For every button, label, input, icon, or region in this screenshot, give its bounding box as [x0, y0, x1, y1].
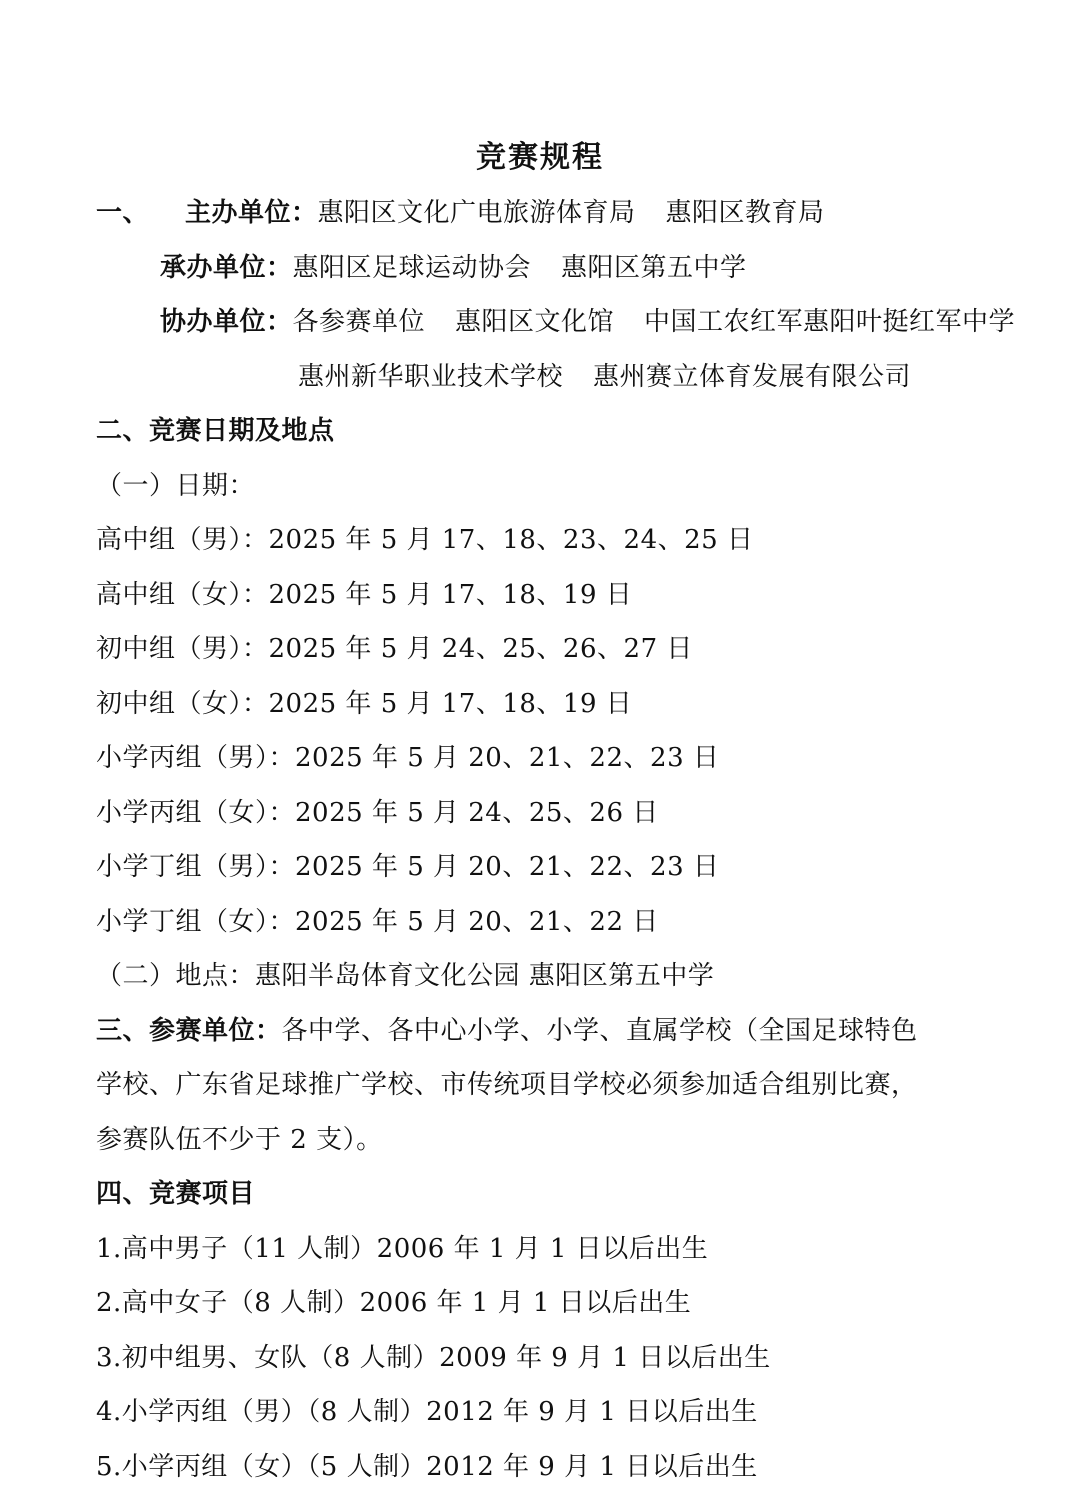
participants-line-3: 参赛队伍不少于 2 支）。 [96, 1125, 383, 1155]
event-item: 5.小学丙组（女）（5 人制）2012 年 9 月 1 日以后出生 [96, 1452, 758, 1482]
date-line: 小学丙组（男）：2025 年 5 月 20、21、22、23 日 [96, 743, 720, 773]
co-organizer-3: 中国工农红军惠阳叶挺红军中学 [644, 307, 1016, 337]
event-item: 3.初中组男、女队（8 人制）2009 年 9 月 1 日以后出生 [96, 1343, 771, 1373]
organizer-1: 惠阳区文化广电旅游体育局 [317, 198, 636, 228]
document-title: 竞赛规程 [476, 140, 604, 175]
section4-heading: 四、竞赛项目 [96, 1179, 256, 1209]
venue-line: （二）地点：惠阳半岛体育文化公园 惠阳区第五中学 [96, 961, 715, 991]
co-organizer-4: 惠州新华职业技术学校 [298, 362, 564, 392]
section3-heading: 三、参赛单位： [96, 1016, 282, 1046]
date-line: 初中组（女）：2025 年 5 月 17、18、19 日 [96, 689, 633, 719]
date-line: 高中组（女）：2025 年 5 月 17、18、19 日 [96, 580, 633, 610]
undertaker-1: 惠阳区足球运动协会 [292, 253, 532, 283]
co-organizer-5: 惠州赛立体育发展有限公司 [593, 362, 912, 392]
organizer-2: 惠阳区教育局 [665, 198, 825, 228]
date-line: 小学丙组（女）：2025 年 5 月 24、25、26 日 [96, 798, 659, 828]
date-line: 高中组（男）：2025 年 5 月 17、18、23、24、25 日 [96, 525, 754, 555]
participants-line-1 [96, 1014, 918, 1048]
date-line: 小学丁组（女）：2025 年 5 月 20、21、22 日 [96, 907, 659, 937]
participants-line-2: 学校、广东省足球推广学校、市传统项目学校必须参加适合组别比赛， [96, 1070, 918, 1100]
participants-text-1: 各中学、各中心小学、小学、直属学校（全国足球特色 [281, 1016, 918, 1046]
co-organizer-1: 各参赛单位 [292, 307, 426, 337]
co-organizer-label: 协办单位： [160, 307, 293, 337]
date-line: 小学丁组（男）：2025 年 5 月 20、21、22、23 日 [96, 852, 720, 882]
event-item: 4.小学丙组（男）（8 人制）2012 年 9 月 1 日以后出生 [96, 1397, 758, 1427]
co-organizer-line [160, 305, 1015, 339]
event-item: 2.高中女子（8 人制）2006 年 1 月 1 日以后出生 [96, 1288, 692, 1318]
co-organizer-2: 惠阳区文化馆 [455, 307, 615, 337]
section2-heading: 二、竞赛日期及地点 [96, 416, 335, 446]
undertaker-label: 承办单位： [160, 253, 293, 283]
organizer-label: 主办单位： [185, 198, 318, 228]
date-line: 初中组（男）：2025 年 5 月 24、25、26、27 日 [96, 634, 693, 664]
dates-label: （一）日期： [96, 471, 256, 501]
section1-number: 一、 [96, 198, 150, 228]
co-organizer-line-2 [298, 360, 911, 394]
undertaker-line [160, 251, 747, 285]
organizer-line [96, 196, 825, 230]
undertaker-2: 惠阳区第五中学 [561, 253, 747, 283]
event-item: 1.高中男子（11 人制）2006 年 1 月 1 日以后出生 [96, 1234, 709, 1264]
